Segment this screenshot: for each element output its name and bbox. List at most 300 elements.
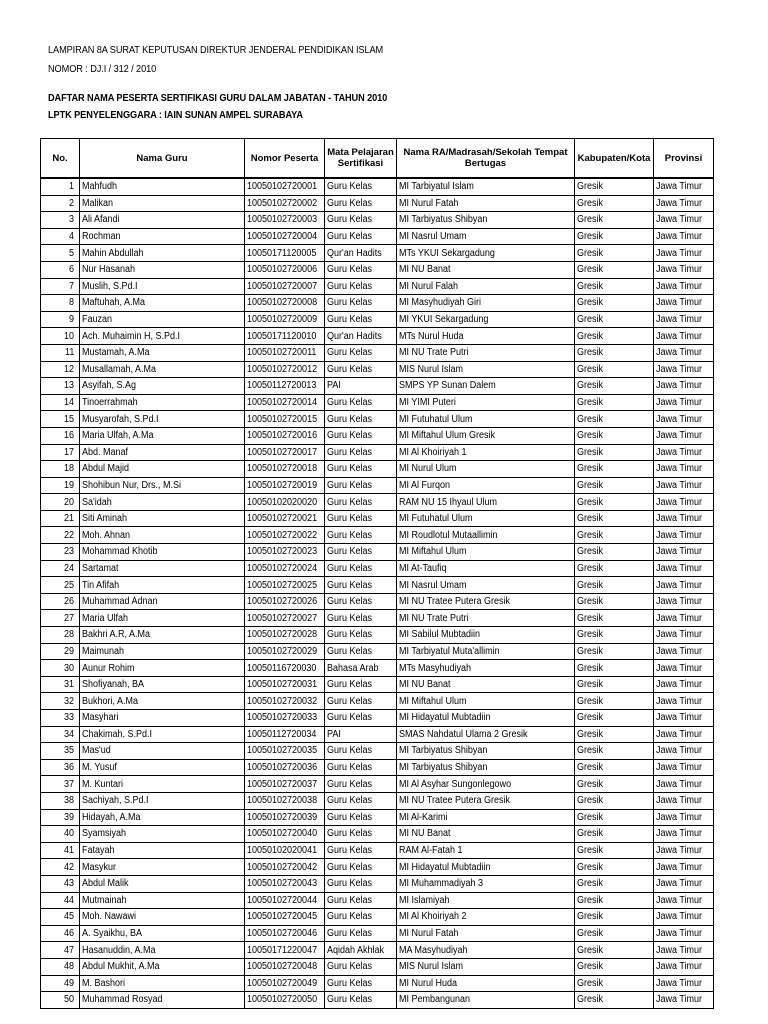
cell-teacher-name-text: Moh. Nawawi [82,911,137,923]
table-row [41,776,714,793]
cell-participant-number-text: 10050102720028 [247,629,318,641]
cell-regency [575,295,654,312]
cell-teacher-name-text: Mustamah, A.Ma [82,347,150,359]
cell-school [397,378,575,395]
cell-teacher-name-text: Tin Afifah [82,579,120,591]
cell-regency [575,311,654,328]
cell-province-text: Jawa Timur [656,314,703,326]
cell-no [41,510,80,527]
cell-subject-text: Guru Kelas [327,562,373,574]
cell-province-text: Jawa Timur [656,297,703,309]
cell-regency-text: Gresik [577,314,604,326]
cell-teacher-name [80,311,245,328]
cell-province [654,975,714,992]
cell-regency-text: Gresik [577,811,604,823]
cell-teacher-name [80,477,245,494]
cell-subject-text: Guru Kelas [327,529,373,541]
cell-teacher-name [80,577,245,594]
cell-school-text: MI Tarbiyatus Shibyan [399,762,488,774]
cell-participant-number-text: 10050102720035 [247,745,318,757]
cell-province-text: Jawa Timur [656,264,703,276]
cell-participant-number [245,378,325,395]
cell-school [397,178,575,195]
cell-subject [325,776,397,793]
table-row [41,842,714,859]
cell-teacher-name-text: Bakhri A.R, A.Ma [82,629,151,641]
cell-participant-number [245,909,325,926]
cell-no [41,925,80,942]
cell-province-text: Jawa Timur [656,977,703,989]
table-row [41,295,714,312]
cell-participant-number [245,195,325,212]
cell-participant-number [245,776,325,793]
cell-no [41,411,80,428]
cell-school-text: MI Muhammadiyah 3 [399,878,484,890]
cell-teacher-name [80,859,245,876]
cell-school-text: SMAS Nahdatul Ulama 2 Gresik [399,728,528,740]
cell-school-text: MI NU Banat [399,679,451,691]
cell-regency [575,427,654,444]
cell-teacher-name-text: Shohibun Nur, Drs., M.Si [82,479,182,491]
cell-teacher-name [80,328,245,345]
cell-subject-text: Guru Kelas [327,679,373,691]
cell-province [654,328,714,345]
cell-province [654,427,714,444]
cell-subject [325,245,397,262]
cell-no [41,245,80,262]
cell-regency [575,411,654,428]
cell-subject-text: Guru Kelas [327,629,373,641]
cell-regency [575,660,654,677]
cell-regency-text: Gresik [577,629,604,641]
cell-regency [575,328,654,345]
cell-no-text: 39 [63,811,74,823]
cell-school-text: MI NU Trate Putri [399,612,469,624]
cell-regency-text: Gresik [577,231,604,243]
cell-participant-number [245,344,325,361]
cell-no [41,394,80,411]
cell-participant-number-text: 10050102020020 [247,496,318,508]
cell-no-text: 41 [63,845,74,857]
cell-regency [575,344,654,361]
column-header-participant-number: Nomor Peserta [245,139,325,179]
cell-school [397,776,575,793]
cell-province-text: Jawa Timur [656,479,703,491]
table-body [41,178,714,1008]
cell-participant-number [245,544,325,561]
cell-participant-number [245,477,325,494]
cell-no-text: 7 [69,280,75,292]
cell-participant-number-text: 10050102720006 [247,264,318,276]
cell-school [397,295,575,312]
cell-school-text: MI Nurul Fatah [399,928,459,940]
table-row [41,577,714,594]
cell-province-text: Jawa Timur [656,363,703,375]
cell-province-text: Jawa Timur [656,811,703,823]
cell-province [654,743,714,760]
cell-subject [325,809,397,826]
cell-regency [575,859,654,876]
table-row [41,510,714,527]
cell-no-text: 50 [63,994,74,1006]
cell-participant-number-text: 10050102720001 [247,181,318,193]
cell-participant-number [245,975,325,992]
cell-subject-text: Guru Kelas [327,579,373,591]
cell-province [654,411,714,428]
cell-teacher-name-text: Tinoerrahmah [82,397,138,409]
cell-province-text: Jawa Timur [656,463,703,475]
appendix-heading: LAMPIRAN 8A SURAT KEPUTUSAN DIREKTUR JENDERAL PENDIDIKAN ISLAM [48,45,384,56]
cell-subject-text: Guru Kelas [327,463,373,475]
cell-teacher-name-text: Ali Afandi [82,214,120,226]
cell-subject [325,726,397,743]
column-header-regency: Kabupaten/Kota [575,139,654,179]
cell-subject-text: Guru Kelas [327,363,373,375]
cell-teacher-name [80,627,245,644]
cell-no [41,909,80,926]
cell-teacher-name-text: Mohammad Khotib [82,546,158,558]
table-row [41,560,714,577]
table-row [41,975,714,992]
cell-subject-text: Guru Kelas [327,197,373,209]
cell-school-text: MI Nurul Fatah [399,197,459,209]
cell-teacher-name [80,710,245,727]
cell-teacher-name [80,759,245,776]
column-header-province: Provinsi [654,139,714,179]
cell-participant-number-text: 10050171120005 [247,247,317,259]
cell-school [397,958,575,975]
cell-school-text: MI Miftahul Ulum [399,546,467,558]
cell-school-text: MI Sabilul Mubtadiin [399,629,481,641]
cell-regency-text: Gresik [577,562,604,574]
table-row [41,859,714,876]
cell-school [397,992,575,1009]
cell-province [654,527,714,544]
table-row [41,676,714,693]
cell-teacher-name-text: Chakimah, S.Pd.I [82,728,153,740]
cell-participant-number-text: 10050102720044 [247,894,318,906]
cell-teacher-name-text: Malikan [82,197,114,209]
cell-school-text: MI Nurul Huda [399,977,458,989]
cell-participant-number-text: 10050102720016 [247,430,318,442]
table-row [41,278,714,295]
cell-participant-number [245,660,325,677]
cell-participant-number-text: 10050102720021 [247,513,318,525]
cell-no [41,743,80,760]
cell-participant-number [245,792,325,809]
cell-province-text: Jawa Timur [656,944,703,956]
cell-school-text: MI Tarbiyatul Islam [399,181,474,193]
cell-no [41,278,80,295]
cell-teacher-name-text: Maria Ulfah [82,612,129,624]
cell-participant-number [245,859,325,876]
cell-regency [575,975,654,992]
cell-subject-text: Guru Kelas [327,695,373,707]
cell-regency [575,261,654,278]
cell-province [654,792,714,809]
cell-participant-number-text: 10050102720024 [247,562,318,574]
cell-participant-number [245,842,325,859]
cell-school [397,660,575,677]
cell-province-text: Jawa Timur [656,695,703,707]
cell-teacher-name [80,228,245,245]
cell-regency [575,394,654,411]
cell-school [397,859,575,876]
cell-no [41,560,80,577]
cell-participant-number [245,228,325,245]
cell-school-text: MI At-Taufiq [399,562,447,574]
cell-subject [325,710,397,727]
table-row [41,942,714,959]
cell-no-text: 40 [63,828,74,840]
cell-school [397,809,575,826]
cell-participant-number [245,693,325,710]
cell-regency [575,958,654,975]
cell-teacher-name-text: Musallamah, A.Ma [82,363,157,375]
cell-teacher-name-text: Siti Aminah [82,513,128,525]
cell-school [397,743,575,760]
cell-no-text: 24 [63,562,74,574]
cell-regency-text: Gresik [577,845,604,857]
cell-province-text: Jawa Timur [656,430,703,442]
cell-no [41,975,80,992]
cell-province [654,842,714,859]
cell-school-text: MI Hidayatul Mubtadiin [399,712,491,724]
cell-no [41,875,80,892]
cell-school [397,842,575,859]
cell-participant-number [245,444,325,461]
cell-participant-number [245,560,325,577]
cell-participant-number-text: 10050102720008 [247,297,318,309]
cell-school [397,643,575,660]
cell-regency [575,361,654,378]
cell-subject-text: Guru Kelas [327,928,373,940]
decree-number: NOMOR : DJ.I / 312 / 2010 [48,64,157,75]
cell-participant-number [245,627,325,644]
cell-teacher-name [80,378,245,395]
cell-participant-number-text: 10050102720003 [247,214,318,226]
cell-regency-text: Gresik [577,828,604,840]
cell-subject-text: Guru Kelas [327,811,373,823]
cell-no [41,212,80,229]
cell-no-text: 16 [63,430,74,442]
cell-teacher-name-text: Maria Ulfah, A.Ma [82,430,154,442]
cell-no [41,726,80,743]
cell-school [397,361,575,378]
table-row [41,792,714,809]
cell-school-text: MI Nasrul Umam [399,579,467,591]
cell-no [41,676,80,693]
cell-no [41,577,80,594]
cell-province [654,643,714,660]
cell-regency [575,477,654,494]
cell-participant-number-text: 10050102720042 [247,861,318,873]
cell-regency-text: Gresik [577,430,604,442]
cell-teacher-name [80,494,245,511]
cell-no-text: 48 [63,961,74,973]
cell-school [397,875,575,892]
cell-participant-number [245,759,325,776]
cell-province [654,461,714,478]
cell-no-text: 32 [63,695,74,707]
cell-subject [325,510,397,527]
cell-regency-text: Gresik [577,728,604,740]
cell-province-text: Jawa Timur [656,181,703,193]
cell-school-text: MI Tarbiyatus Shibyan [399,214,488,226]
cell-teacher-name-text: Abdul Mukhit, A.Ma [82,961,160,973]
cell-school [397,344,575,361]
cell-participant-number [245,411,325,428]
cell-teacher-name-text: Mutmainah [82,894,127,906]
cell-province-text: Jawa Timur [656,961,703,973]
table-row [41,958,714,975]
cell-no-text: 25 [63,579,74,591]
cell-school [397,925,575,942]
cell-subject [325,311,397,328]
cell-province [654,212,714,229]
cell-school [397,394,575,411]
cell-school-text: MI Islamiyah [399,894,450,906]
table-row [41,743,714,760]
cell-school-text: RAM NU 15 Ihyaul Ulum [399,496,498,508]
cell-teacher-name [80,544,245,561]
table-row [41,826,714,843]
cell-regency-text: Gresik [577,795,604,807]
cell-school-text: MI Al Furqon [399,479,451,491]
cell-subject-text: Guru Kelas [327,496,373,508]
cell-regency [575,826,654,843]
cell-teacher-name-text: Abd. Manaf [82,446,129,458]
cell-province-text: Jawa Timur [656,529,703,541]
cell-participant-number [245,643,325,660]
cell-subject-text: Guru Kelas [327,430,373,442]
cell-regency [575,743,654,760]
cell-school [397,411,575,428]
cell-regency [575,875,654,892]
cell-teacher-name-text: Hidayah, A.Ma [82,811,141,823]
cell-school [397,593,575,610]
cell-subject-text: Guru Kelas [327,994,373,1006]
cell-subject [325,958,397,975]
cell-province [654,278,714,295]
cell-regency-text: Gresik [577,479,604,491]
cell-teacher-name-text: Nur Hasanah [82,264,136,276]
cell-participant-number-text: 10050112720013 [247,380,317,392]
cell-no-text: 43 [63,878,74,890]
cell-province-text: Jawa Timur [656,861,703,873]
cell-regency-text: Gresik [577,944,604,956]
table-row [41,925,714,942]
cell-no [41,992,80,1009]
cell-school [397,278,575,295]
cell-regency [575,527,654,544]
cell-no-text: 15 [63,413,74,425]
cell-subject [325,743,397,760]
cell-subject [325,494,397,511]
cell-regency-text: Gresik [577,612,604,624]
cell-province [654,958,714,975]
table-row [41,992,714,1009]
cell-province [654,494,714,511]
cell-participant-number [245,875,325,892]
cell-participant-number [245,394,325,411]
cell-school [397,909,575,926]
cell-no-text: 28 [63,629,74,641]
cell-no-text: 42 [63,861,74,873]
cell-school [397,261,575,278]
cell-teacher-name [80,261,245,278]
cell-no-text: 23 [63,546,74,558]
cell-no [41,444,80,461]
cell-subject [325,875,397,892]
cell-subject-text: Guru Kelas [327,645,373,657]
cell-participant-number-text: 10050102720040 [247,828,318,840]
cell-school-text: MI Futuhatul Ulum [399,413,473,425]
cell-participant-number [245,593,325,610]
cell-teacher-name-text: Sartamat [82,562,119,574]
cell-no-text: 36 [63,762,74,774]
cell-subject [325,344,397,361]
cell-teacher-name-text: Fauzan [82,314,113,326]
cell-subject [325,261,397,278]
cell-subject-text: Guru Kelas [327,314,373,326]
cell-regency-text: Gresik [577,762,604,774]
column-header-no: No. [41,139,80,179]
cell-province [654,875,714,892]
table-row [41,544,714,561]
cell-participant-number-text: 10050102720025 [247,579,318,591]
cell-school-text: MI Miftahul Ulum Gresik [399,430,496,442]
cell-subject [325,759,397,776]
cell-province-text: Jawa Timur [656,579,703,591]
cell-school [397,826,575,843]
cell-province-text: Jawa Timur [656,596,703,608]
cell-no [41,228,80,245]
cell-regency-text: Gresik [577,347,604,359]
cell-no-text: 27 [63,612,74,624]
cell-no-text: 34 [63,728,74,740]
cell-no [41,610,80,627]
cell-regency-text: Gresik [577,380,604,392]
cell-subject-text: Guru Kelas [327,413,373,425]
cell-teacher-name [80,942,245,959]
cell-province [654,759,714,776]
table-row [41,195,714,212]
cell-subject [325,676,397,693]
cell-regency [575,560,654,577]
cell-province [654,361,714,378]
document-title: DAFTAR NAMA PESERTA SERTIFIKASI GURU DALAM JABATAN - TAHUN 2010 [48,93,388,104]
cell-province [654,444,714,461]
cell-teacher-name [80,444,245,461]
cell-province-text: Jawa Timur [656,728,703,740]
cell-regency [575,627,654,644]
cell-subject-text: Guru Kelas [327,297,373,309]
cell-school-text: MI Nasrul Umam [399,231,467,243]
cell-teacher-name [80,195,245,212]
cell-regency [575,992,654,1009]
cell-school [397,975,575,992]
cell-province-text: Jawa Timur [656,397,703,409]
cell-province-text: Jawa Timur [656,762,703,774]
cell-teacher-name [80,278,245,295]
cell-regency [575,228,654,245]
cell-teacher-name [80,726,245,743]
cell-no [41,826,80,843]
cell-school [397,610,575,627]
table-row [41,427,714,444]
cell-province [654,693,714,710]
